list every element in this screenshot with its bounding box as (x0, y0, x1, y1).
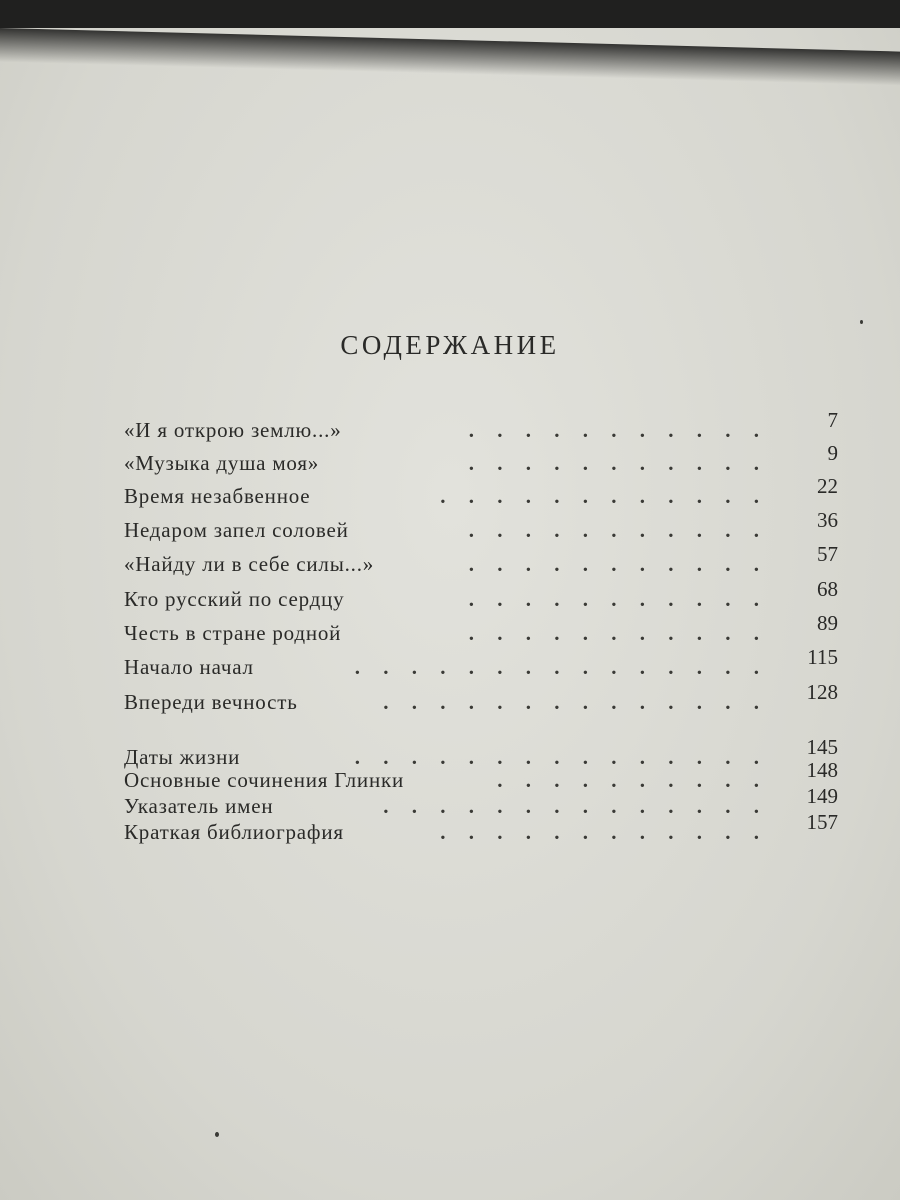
toc-entry-title: Краткая библиография (124, 820, 344, 844)
toc-entry-page: 149 (806, 784, 838, 808)
dot-leader: . . . . . . . . . . . . . . (383, 690, 768, 714)
toc-entry-title: Основные сочинения Глинки (124, 768, 405, 792)
paper-speck (215, 1132, 219, 1137)
dot-leader: . . . . . . . . . . . . (440, 820, 768, 844)
toc-entry (124, 441, 838, 478)
toc-entry (124, 408, 838, 445)
dot-leader: . . . . . . . . . . . . . . . (354, 745, 768, 769)
toc-entry (124, 680, 838, 717)
dot-leader: . . . . . . . . . . . . . . . (354, 655, 768, 679)
dot-leader: . . . . . . . . . . . (468, 552, 768, 576)
toc-entry-page: 7 (827, 408, 838, 432)
book-page (0, 28, 900, 1200)
toc-entry-page: 128 (806, 680, 838, 704)
toc-entry-page: 89 (817, 611, 838, 635)
dot-leader: . . . . . . . . . . . . (440, 484, 768, 508)
dot-leader: . . . . . . . . . . . (468, 621, 768, 645)
toc-entry (124, 508, 838, 545)
toc-entry-page: 157 (806, 810, 838, 834)
toc-entry (124, 645, 838, 682)
toc-entry-page: 57 (817, 542, 838, 566)
toc-entry-title: Начало начал (124, 655, 254, 679)
toc-entry-title: «Музыка душа моя» (124, 451, 320, 475)
toc-entry-title: Недаром запел соловей (124, 518, 349, 542)
toc-entry-page: 115 (807, 645, 838, 669)
dot-leader: . . . . . . . . . . . . . . (383, 794, 768, 818)
paper-speck (860, 320, 863, 324)
toc-entry-title: Впереди вечность (124, 690, 298, 714)
toc-entry-title: Даты жизни (124, 745, 241, 769)
dot-leader: . . . . . . . . . . . (468, 518, 768, 542)
toc-entry-title: «Найду ли в себе силы...» (124, 552, 375, 576)
toc-entry-title: «И я открою землю...» (124, 418, 342, 442)
toc-entry-title: Кто русский по сердцу (124, 587, 345, 611)
toc-entry-title: Указатель имен (124, 794, 274, 818)
toc-entry-page: 68 (817, 577, 838, 601)
toc-entry (124, 474, 838, 511)
dot-leader: . . . . . . . . . . . (468, 587, 768, 611)
dot-leader: . . . . . . . . . . . (468, 451, 768, 475)
toc-entry (124, 611, 838, 648)
dot-leader: . . . . . . . . . . (497, 768, 768, 792)
page-edge-shadow (0, 28, 900, 86)
toc-entry-page: 22 (817, 474, 838, 498)
toc-entry-page: 36 (817, 508, 838, 532)
toc-entry-page: 9 (827, 441, 838, 465)
toc-entry-page: 148 (806, 758, 838, 782)
toc-entry (124, 577, 838, 614)
dot-leader: . . . . . . . . . . . (468, 418, 768, 442)
toc-appendix-entry (124, 810, 838, 847)
toc-entry-title: Время незабвенное (124, 484, 311, 508)
toc-entry (124, 542, 838, 579)
toc-heading: СОДЕРЖАНИЕ (340, 330, 560, 360)
toc-entry-title: Честь в стране родной (124, 621, 342, 645)
toc-entry-page: 145 (806, 735, 838, 759)
